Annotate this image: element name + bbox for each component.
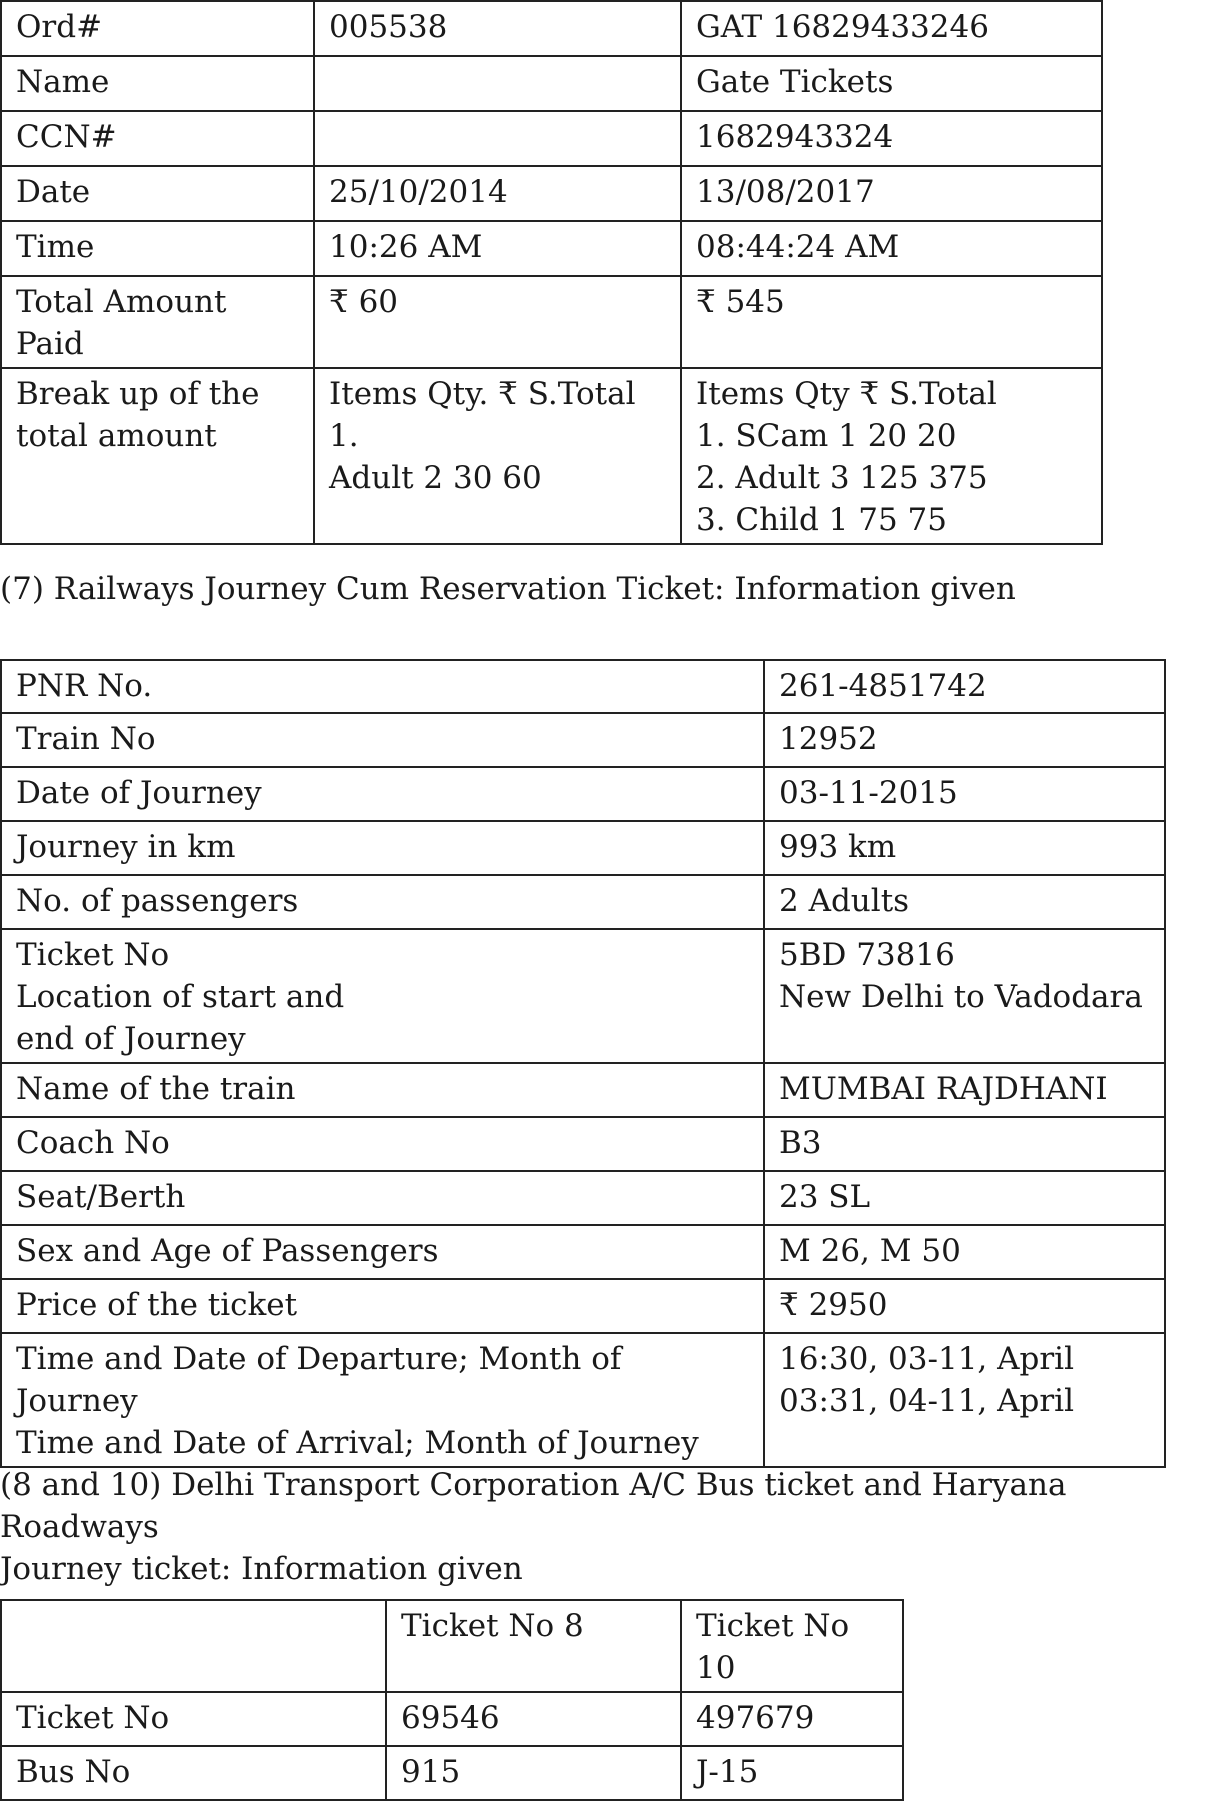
table-row bbox=[1, 1117, 1165, 1171]
cell-value: GAT 16829433246 bbox=[681, 1, 1102, 56]
cell-value: 69546 bbox=[386, 1692, 681, 1746]
row-label: Price of the ticket bbox=[1, 1279, 764, 1333]
cell-value: 03-11-2015 bbox=[764, 767, 1165, 821]
cell-value: Gate Tickets bbox=[681, 56, 1102, 111]
row-label: Train No bbox=[1, 713, 764, 767]
row-label: PNR No. bbox=[1, 660, 764, 713]
row-label: CCN# bbox=[1, 111, 314, 166]
cell-value: 23 SL bbox=[764, 1171, 1165, 1225]
column-header: Ticket No 8 bbox=[386, 1600, 681, 1692]
table-row bbox=[1, 1692, 903, 1746]
cell-value: 915 bbox=[386, 1746, 681, 1800]
row-label: Bus No bbox=[1, 1746, 386, 1800]
row-label: Name bbox=[1, 56, 314, 111]
cell-value: B3 bbox=[764, 1117, 1165, 1171]
table-row bbox=[1, 660, 1165, 713]
section-heading: (7) Railways Journey Cum Reservation Ticket: Information given bbox=[0, 571, 1016, 607]
cell-value: 12952 bbox=[764, 713, 1165, 767]
table-row bbox=[1, 1063, 1165, 1117]
cell-value: J-15 bbox=[681, 1746, 903, 1800]
row-label: Coach No bbox=[1, 1117, 764, 1171]
table-row bbox=[1, 821, 1165, 875]
cell-value: ₹ 545 bbox=[681, 276, 1102, 368]
table-row bbox=[1, 56, 1102, 111]
row-label: Ticket No Location of start and end of Journey bbox=[1, 929, 764, 1063]
row-label: Time bbox=[1, 221, 314, 276]
row-label: Seat/Berth bbox=[1, 1171, 764, 1225]
table-row bbox=[1, 1171, 1165, 1225]
row-label: Time and Date of Departure; Month of Journey Time and Date of Arrival; Month of Journey bbox=[1, 1333, 764, 1467]
cell-value: 993 km bbox=[764, 821, 1165, 875]
row-label: Sex and Age of Passengers bbox=[1, 1225, 764, 1279]
cell-value: 10:26 AM bbox=[314, 221, 681, 276]
cell-value: 2 Adults bbox=[764, 875, 1165, 929]
gate-tickets-table bbox=[0, 0, 1103, 545]
cell-value: 08:44:24 AM bbox=[681, 221, 1102, 276]
table-row bbox=[1, 276, 1102, 368]
row-label: No. of passengers bbox=[1, 875, 764, 929]
column-header: Ticket No 10 bbox=[681, 1600, 903, 1692]
row-label: Journey in km bbox=[1, 821, 764, 875]
cell-value bbox=[314, 56, 681, 111]
cell-value: Items Qty ₹ S.Total 1. SCam 1 20 20 2. Adult 3 125 375 3. Child 1 75 75 bbox=[681, 368, 1102, 544]
cell-value: Items Qty. ₹ S.Total 1. Adult 2 30 60 bbox=[314, 368, 681, 544]
row-label: Date of Journey bbox=[1, 767, 764, 821]
railway-ticket-table bbox=[0, 659, 1166, 1468]
row-label: Total Amount Paid bbox=[1, 276, 314, 368]
row-label: Date bbox=[1, 166, 314, 221]
section-heading: (8 and 10) Delhi Transport Corporation A/C Bus ticket and Haryana Roadways Journey ticket: Information given bbox=[0, 1467, 1067, 1587]
row-label: Ord# bbox=[1, 1, 314, 56]
table-row bbox=[1, 368, 1102, 544]
cell-value: 497679 bbox=[681, 1692, 903, 1746]
cell-value: 16:30, 03-11, April 03:31, 04-11, April bbox=[764, 1333, 1165, 1467]
table-row bbox=[1, 929, 1165, 1063]
row-label: Name of the train bbox=[1, 1063, 764, 1117]
table-row bbox=[1, 166, 1102, 221]
table-row bbox=[1, 1225, 1165, 1279]
table-row bbox=[1, 1333, 1165, 1467]
table-row bbox=[1, 1279, 1165, 1333]
table-row bbox=[1, 875, 1165, 929]
table-row bbox=[1, 221, 1102, 276]
row-label: Ticket No bbox=[1, 1692, 386, 1746]
cell-value: 005538 bbox=[314, 1, 681, 56]
cell-value: 5BD 73816 New Delhi to Vadodara bbox=[764, 929, 1165, 1063]
cell-value: 13/08/2017 bbox=[681, 166, 1102, 221]
cell-value: 261-4851742 bbox=[764, 660, 1165, 713]
bus-ticket-table bbox=[0, 1599, 904, 1801]
cell-value: 1682943324 bbox=[681, 111, 1102, 166]
table-row bbox=[1, 1, 1102, 56]
row-label: Break up of the total amount bbox=[1, 368, 314, 544]
cell-value: 25/10/2014 bbox=[314, 166, 681, 221]
cell-value: MUMBAI RAJDHANI bbox=[764, 1063, 1165, 1117]
row-label bbox=[1, 1600, 386, 1692]
cell-value: M 26, M 50 bbox=[764, 1225, 1165, 1279]
table-row bbox=[1, 713, 1165, 767]
cell-value: ₹ 2950 bbox=[764, 1279, 1165, 1333]
cell-value: ₹ 60 bbox=[314, 276, 681, 368]
table-row bbox=[1, 111, 1102, 166]
table-header-row bbox=[1, 1600, 903, 1692]
cell-value bbox=[314, 111, 681, 166]
table-row bbox=[1, 767, 1165, 821]
